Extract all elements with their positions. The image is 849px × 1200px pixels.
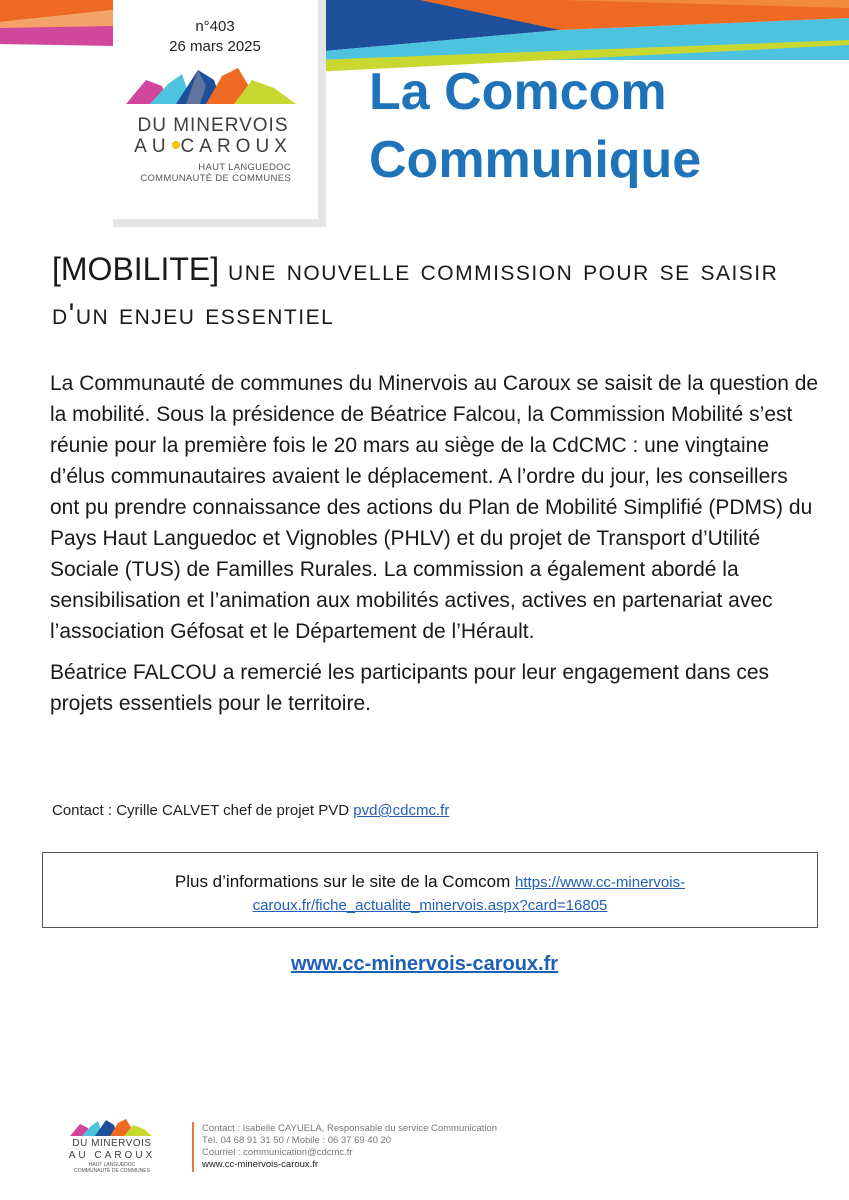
footer-logo-sub bbox=[62, 1162, 162, 1174]
headline-text: une nouvelle commission pour se saisir d'un enjeu essentiel bbox=[52, 254, 779, 331]
contact-label: Contact : Cyrille CALVET chef de projet PVD bbox=[52, 802, 350, 819]
article-contact bbox=[52, 802, 449, 819]
more-info-label: Plus d’informations sur le site de la Comcom bbox=[174, 872, 511, 891]
article-body bbox=[50, 368, 820, 729]
article-paragraph-2: Béatrice FALCOU a remercié les participants pour leur engagement dans ces projets essentiels pour le territoire. bbox=[50, 661, 770, 715]
logo-subtitle-2: COMMUNAUTÉ DE COMMUNES bbox=[140, 173, 291, 184]
footer-logo-line2: AU CAROUX bbox=[68, 1150, 156, 1161]
footer-contact-website: www.cc-minervois-caroux.fr bbox=[202, 1159, 319, 1170]
footer-logo-mountains-icon bbox=[70, 1118, 152, 1138]
footer-contact-name: Contact : Isabelle CAYUELA, Responsable du service Communication bbox=[202, 1123, 497, 1134]
website-link-wrapper bbox=[0, 953, 849, 976]
logo-text-caroux: CAROUX bbox=[180, 136, 292, 157]
article-headline bbox=[52, 248, 812, 336]
footer-contact-email: Courriel : communication@cdcmc.fr bbox=[202, 1147, 353, 1158]
more-info-box bbox=[42, 852, 818, 928]
logo-text-line1: DU MINERVOIS bbox=[137, 115, 289, 136]
contact-email-link[interactable]: pvd@cdcmc.fr bbox=[353, 802, 450, 819]
issue-date: 26 mars 2025 bbox=[169, 38, 261, 55]
logo-text-line2 bbox=[118, 136, 308, 158]
footer-divider bbox=[192, 1122, 194, 1172]
headline-tag: [MOBILITE] bbox=[52, 251, 220, 287]
footer-logo-sub2: COMMUNAUTÉ DE COMMUNES bbox=[74, 1168, 150, 1174]
footer-contact-block bbox=[202, 1123, 497, 1171]
issue-number: n°403 bbox=[195, 18, 235, 35]
article-paragraph-1: La Communauté de communes du Minervois au Caroux se saisit de la question de la mobilité. Sous la présidence de Béatrice Falcou, la Commission Mobilité s’est réunie pour la première fois le 20 mars au siège de la CdCMC : une vingtaine d’élus communautaires avaient le déplacement. A l’ordre du jour, les conseillers ont pu prendre connaissance des actions du Plan de Mobilité Simplifié (PDMS) du Pays Haut Languedoc et Vignobles (PHLV) et du projet de Transport d’Utilité Sociale (TUS) de Familles Rurales. La commission a également abordé la sensibilisation et l’animation aux mobilités actives, actives en partenariat avec l’association Géfosat et le Département de l’Hérault. bbox=[50, 372, 819, 643]
publication-title-line2: Communique bbox=[369, 131, 702, 189]
logo-subtitle-1: HAUT LANGUEDOC bbox=[198, 162, 291, 173]
footer-logo-sub1: HAUT LANGUEDOC bbox=[88, 1162, 136, 1168]
footer-contact-phone: Tél. 04 68 91 31 50 / Mobile : 06 37 69 40 20 bbox=[202, 1135, 392, 1146]
article-url-link[interactable]: https://www.cc-minervois-caroux.fr/fiche_actualite_minervois.aspx?card=16805 bbox=[252, 874, 686, 914]
footer-logo-line1: DU MINERVOIS bbox=[72, 1138, 152, 1149]
logo-sun-dot bbox=[172, 141, 180, 149]
publication-title-line1: La Comcom bbox=[369, 63, 667, 121]
website-link[interactable]: www.cc-minervois-caroux.fr bbox=[290, 953, 559, 975]
logo-text-au: AU bbox=[134, 136, 171, 157]
logo-mountains-icon bbox=[126, 66, 296, 108]
